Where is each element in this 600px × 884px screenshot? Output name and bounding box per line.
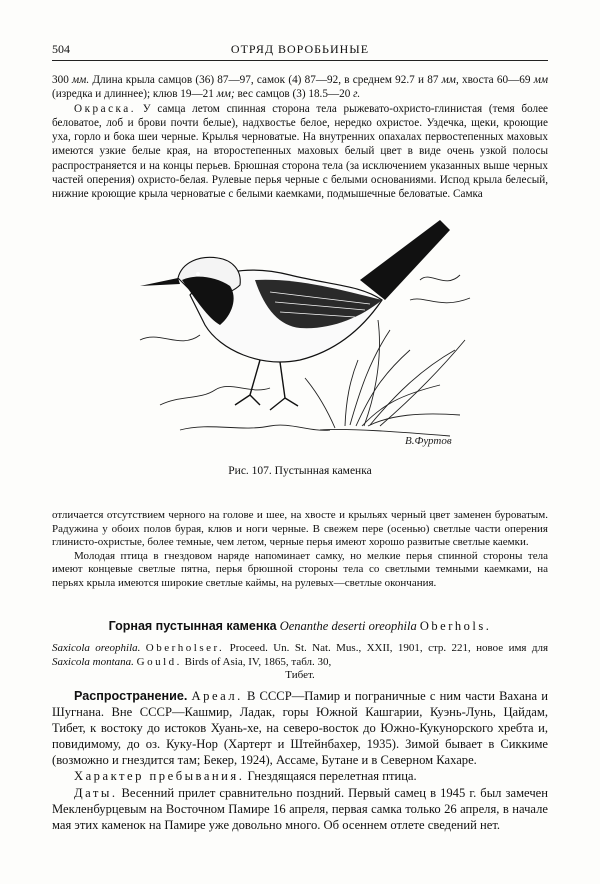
areal-paragraph: Распространение. Ареал. В СССР—Памир и пограничные с ним части Вахана и Шугнана. Вне СССР—Кашмир, Ладак, горы Южной Кашгарии, Куэнь-Лунь, Цайдам, Тибет, к востоку до истоков Хуань-хе, на северо-восток до Южно-Кукунорского хребта и, повидимому, до оз. Куку-Нор (Хартерт и Штейнбахер, 1935). Зимой бывает в Сиккиме (возможно и гнездится там; Бекер, 1924), Ассаме, Бутане и в Северном Кахаре. — [52, 689, 548, 768]
synonymy — [52, 642, 548, 683]
subspecies-latin: Oenanthe deserti oreophila — [279, 619, 417, 633]
mid-text — [52, 509, 548, 590]
stay-paragraph: Характер пребывания. Гнездящаяся перелетная птица. — [74, 769, 417, 784]
coloration-paragraph: Окраска. У самца летом спинная сторона тела рыжевато-охристо-глинистая (темя более беловатое, лоб и брови почти белые), надхвостье белое, нередко охристое. Уздечка, щеки, кроющие уха, горло и бока шеи черные. Крылья черноватые. На внутренних опахалах первостепенных маховых имеются узкие белые края, на второстепенных маховых белый цвет в виде очень узкой полосы распространяется и на концы перьев. Брюшная сторона тела (за исключением указанных выше черных частей оперения) охристо-белая. Рулевые перья черные с белыми основаниями. Испод крыла белесый, нижние кроющие крыла черноватые с белыми каемками, подмышечные беловатые. Самка — [52, 102, 548, 201]
figure-caption: Рис. 107. Пустынная каменка — [228, 465, 372, 477]
top-text — [52, 73, 548, 202]
bird-beak — [140, 278, 180, 286]
bird-tail — [360, 220, 450, 300]
female-description-paragraph: отличается отсутствием черного на голове и шее, на хвосте и крыльях черный цвет заменен буроватым. Радужина у обоих полов бурая, клюв и ноги черные. В свежем пере (осенью) светлые части оперения глинисто-охристые, более темные, чем летом, черные перья имеют хорошо развитые светлые каемки. — [52, 509, 548, 548]
subspecies-heading — [52, 619, 548, 634]
distribution-section — [52, 688, 548, 833]
synonymy-text: Saxicola oreophila. Oberholser. Proceed. Un. St. Nat. Mus., XXII, 1901, стр. 221, новое имя для Saxicola montana. Gould. Birds of Asia, IV, 1865, табл. 30, — [52, 642, 549, 668]
subspecies-author: Oberhols. — [419, 619, 492, 633]
subspecies-title: Горная пустынная каменка — [108, 619, 277, 633]
bird-legs — [235, 360, 298, 410]
running-title: ОТРЯД ВОРОБЬИНЫЕ — [230, 42, 370, 56]
distribution-heading: Распространение. — [74, 689, 188, 703]
coloration-label: Окраска. — [74, 102, 137, 115]
bird-eye — [196, 272, 200, 276]
running-header — [52, 40, 548, 61]
synonymy-locality: Тибет. — [285, 669, 315, 681]
dates-paragraph: Даты. Весенний прилет сравнительно поздний. Первый самец в 1945 г. был замечен Мекленбурцевым на Восточном Памире 16 апреля, первая самка только 26 апреля, в начале мая этих каменок на Памире уже довольно много. Об осеннем отлете сведений нет. — [52, 785, 548, 832]
measurements-paragraph: 300 мм. Длина крыла самцов (36) 87—97, самок (4) 87—92, в среднем 92.7 и 87 мм, хвоста 60—69 мм (изредка и длиннее); клюв 19—21 мм; вес самцов (3) 18.5—20 г. — [52, 74, 548, 101]
juvenile-paragraph: Молодая птица в гнездовом наряде напоминает самку, но мелкие перья спинной стороны тела имеют концевые светлые пятна, перья брюшной стороны тела со светлыми темными каемками, на перьях крыла имеются широкие светлые каймы, на рулевых—светлые окончания. — [52, 549, 548, 589]
page-number: 504 — [52, 42, 70, 56]
artist-signature: В.Фуртов — [405, 435, 452, 447]
bird-illustration — [120, 200, 480, 450]
